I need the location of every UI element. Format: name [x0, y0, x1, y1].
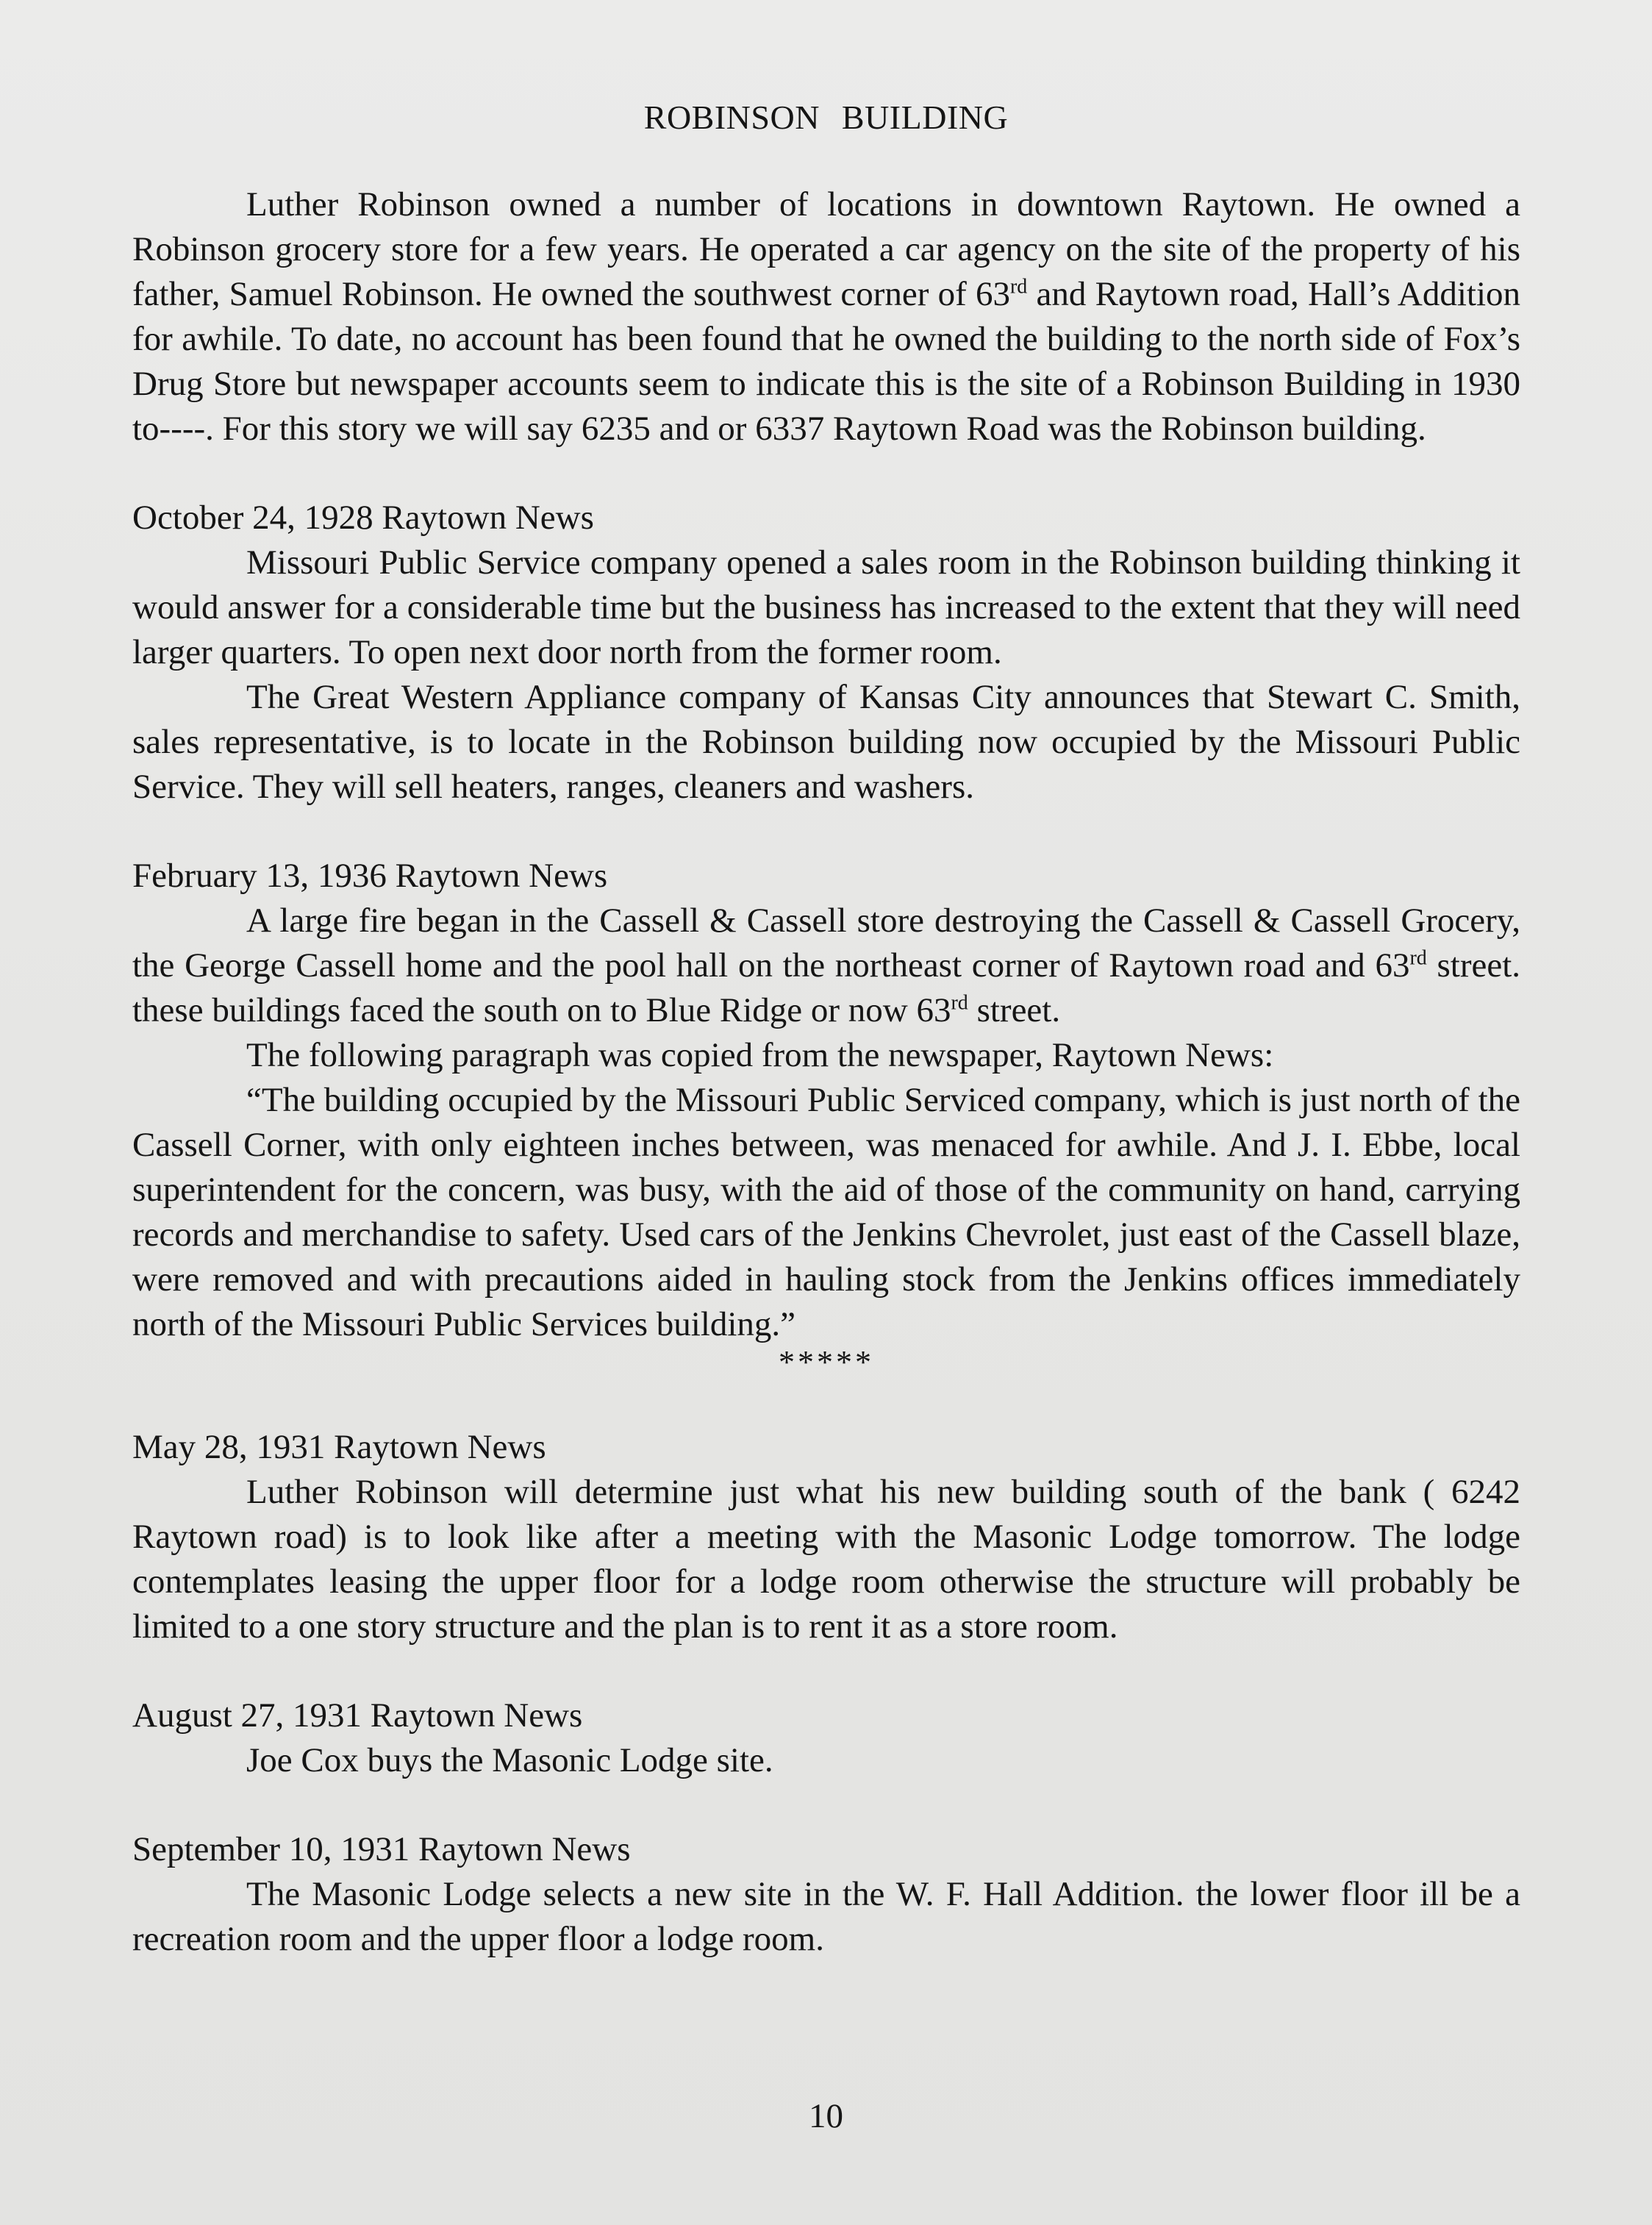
intro-text-b: and Raytown road, Hall’s Addition for awhile. To date, no account has been found that he owned the building to the north side of Fox’s Drug Store but newspaper accounts seem to indicate this is the site of a Robinson Building in 1930 to----. For this story we will say 6235 and or 6337 Raytown Road was the Robinson building.: [132, 275, 1520, 448]
section4-paragraph-1: Joe Cox buys the Masonic Lodge site.: [246, 1741, 773, 1779]
dateline-1931-may: May 28, 1931 Raytown News: [132, 1428, 546, 1466]
section2-quote: “The building occupied by the Missouri Public Serviced company, which is just north of the Cassell Corner, with only eighteen inches between, was menaced for awhile. And J. I. Ebbe, local superintendent for the concern, was busy, with the aid of those of the community on hand, carrying records and merchandise to safety. Used cars of the Jenkins Chevrolet, just east of the Cassell blaze, were removed and with precautions aided in hauling stock from the Jenkins offices immediately north of the Missouri Public Services building.”: [132, 1081, 1520, 1343]
section2-text-a: A large fire began in the Cassell & Cassell store destroying the Cassell & Cassell Grocery, the George Cassell home and the pool hall on the northeast corner of Raytown road and 63: [132, 901, 1520, 985]
page-title: ROBINSON BUILDING: [643, 99, 1009, 136]
section-1928-october: [132, 496, 1520, 810]
section5-paragraph-1: The Masonic Lodge selects a new site in the W. F. Hall Addition. the lower floor ill be a recreation room and the upper floor a lodge room.: [132, 1875, 1520, 1958]
intro-superscript: rd: [1009, 275, 1028, 299]
section3-paragraph-1: Luther Robinson will determine just what his new building south of the bank ( 6242 Raytown road) is to look like after a meeting with the Masonic Lodge tomorrow. The lodge contemplates leasing the upper floor for a lodge room otherwise the structure will probably be limited to a one story structure and the plan is to rent it as a store room.: [132, 1473, 1520, 1646]
dateline-1936-february: February 13, 1936 Raytown News: [132, 857, 608, 895]
section1-paragraph-2: The Great Western Appliance company of Kansas City announces that Stewart C. Smith, sales representative, is to locate in the Robinson building now occupied by the Missouri Public Service. They will sell heaters, ranges, cleaners and washers.: [132, 678, 1520, 806]
section2-text-b: street. these buildings faced the south on to Blue Ridge or now 63: [132, 946, 1521, 1029]
section-1931-september: [132, 1827, 1520, 1962]
section2-paragraph-2: The following paragraph was copied from the newspaper, Raytown News:: [246, 1036, 1274, 1074]
section-1936-february: [132, 854, 1520, 1381]
section2-superscript-2: rd: [951, 991, 968, 1015]
section1-paragraph-1: Missouri Public Service company opened a sales room in the Robinson building thinking it would answer for a considerable time but the business has increased to the extent that they will need larger quarters. To open next door north from the former room.: [132, 543, 1520, 671]
dateline-1928-october: October 24, 1928 Raytown News: [132, 499, 594, 537]
dateline-1931-august: August 27, 1931 Raytown News: [132, 1696, 583, 1735]
section2-text-c: street.: [968, 991, 1061, 1029]
section-1931-may: [132, 1425, 1520, 1649]
section-1931-august: [132, 1693, 1520, 1783]
dateline-1931-september: September 10, 1931 Raytown News: [132, 1830, 631, 1868]
section2-paragraph-1: [132, 899, 1520, 1033]
section2-superscript-1: rd: [1409, 946, 1427, 970]
document-body: [132, 182, 1520, 1962]
intro-text-a: Luther Robinson owned a number of locations in downtown Raytown. He owned a Robinson grocery store for a few years. He operated a car agency on the site of the property of his father, Samuel Robinson. He owned the southwest corner of 63: [132, 185, 1520, 313]
intro-paragraph: [132, 182, 1520, 451]
section-separator: *****: [779, 1344, 874, 1380]
page-number: 10: [809, 2097, 843, 2135]
